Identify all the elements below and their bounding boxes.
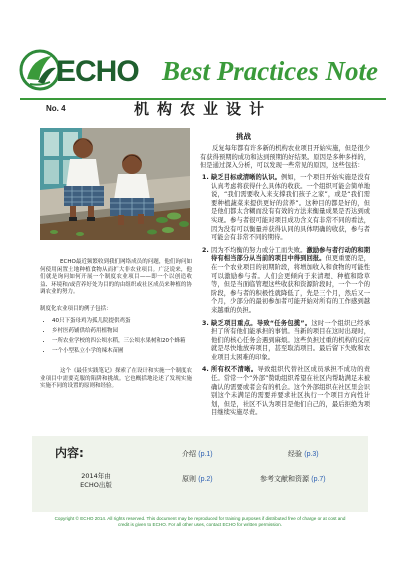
item-body: 但更重要的是，在一个农业项目的初期阶段，将增加收入和食物的可能性可以激励参与者。人们会更倾向于来清理、种植和除草等，但是当面临管理这些收获和资源阶段时，一个一个的阶段，参与者的积极性就降低了，先是三个月，然后又一个月，少部分的最初参加者可能开始对所有的工作感到越来越重的负担。 bbox=[211, 255, 371, 314]
examples-list bbox=[40, 318, 204, 358]
toc-item-references[interactable] bbox=[260, 476, 326, 483]
item-number: 3. bbox=[202, 319, 209, 327]
toc-label: 经验 bbox=[288, 450, 302, 458]
series-title: Best Practices Note bbox=[162, 56, 378, 86]
item-number: 1. bbox=[202, 174, 209, 181]
item-lead: 所有权不清晰。 bbox=[211, 366, 258, 374]
toc-label: 参考文献和资源 bbox=[260, 475, 309, 483]
example-item: • 乡村医药铺供给药用植物园 bbox=[52, 328, 204, 336]
photo-children bbox=[40, 128, 190, 240]
examples-heading: 制度化农业项目的例子包括： bbox=[40, 306, 112, 312]
item-lead: 缺乏项目重点。导致“任务包揽”。 bbox=[211, 319, 312, 327]
issue-number: No. 4 bbox=[46, 104, 66, 113]
toc-item-experience[interactable] bbox=[288, 451, 319, 458]
item-body: 例如，一个项目开始实施是没有认真考虑将获得什么具体的收获。一个组织可能会简单地说，“我们需要收入来支撑我们孩子之家”，或是“我们需要种植蔬菜来提供更好的营养”。这种目的都是好的，但是他们都太含糊而没有有效的方法来衡量成果是否达到或实现。参与者很可能对项目成功含义有非常不同的看法，因为没有可以衡量并获得认同的具体明确的收获，参与者可能会有非常不同的期待。 bbox=[211, 174, 371, 242]
toc-label: 介绍 bbox=[182, 450, 196, 458]
publisher: ECHO出版 bbox=[80, 481, 112, 489]
note-scope-paragraph: 这个《最佳实践笔记》探索了在设计和实施一个制度农业项目中需要克服的陷阱和挑战。它也概括地论述了发现实施实施不同的设置的原则和经验。 bbox=[40, 368, 193, 390]
toc-item-introduction[interactable] bbox=[182, 451, 213, 458]
toc-label: 原则 bbox=[182, 475, 196, 483]
logo-wordmark: ECHO bbox=[56, 55, 139, 88]
copyright-notice: Copyright © ECHO 2014. All rights reserved. This document may be reproduced for training purposes if distributed free of charge or at cost and credit is given to ECHO. For all other uses, contact ECHO for written permission. bbox=[54, 516, 346, 528]
item-body: 导致组织代替社区成员承担不成功的责任。常常一个“外部”赞助组织希望在社区内帮助满足未被确认的需要或者会有的机会。这个外部组织在社区里会识别这个未满足的需要并要求社区执行一个项目方向性计划，但是，社区不认为项目是他们自己的，最后拒绝为项目继续实施尽责。 bbox=[211, 366, 371, 417]
toc-page-link[interactable]: (p.2) bbox=[198, 476, 213, 483]
publication-info bbox=[68, 472, 124, 490]
item-body: 这时一个组织已经承担了所有他们能承担的事情。当新的项目在这时出现时，他们的核心任务会遇到麻烦。这些负担过重的机构的反应就是尽快地放弃项目，甚至取消项目。最后留下失败和农业项目太困难的印象。 bbox=[211, 319, 371, 361]
item-pre: 因为不均衡的努力或分工而失败。 bbox=[211, 246, 307, 254]
challenge-item bbox=[200, 366, 370, 418]
challenge-item bbox=[200, 320, 370, 363]
contents-label: 内容: bbox=[55, 446, 84, 460]
toc-item-principles[interactable] bbox=[182, 476, 213, 483]
challenges-list bbox=[200, 174, 370, 422]
item-number: 2. bbox=[202, 246, 209, 254]
intro-paragraph: ECHO最近频繁收到我们网络成员的问题，他们询问如何使用闲置土地种植食物从而扩大非农业项目。广泛说来，他们就是询问如何开展一个制度农业项目——即一个以创造收益、环境和/或营养好处为目的的由组织或社区成员来种植的协调农业的努力。 bbox=[40, 259, 192, 296]
example-item: • 40只下蛋母鸡为孤儿院提供鸡蛋 bbox=[52, 318, 204, 326]
toc-page-link[interactable]: (p.7) bbox=[311, 476, 326, 483]
toc-page-link[interactable]: (p.3) bbox=[304, 451, 319, 458]
page-title: 机构农业设计 bbox=[134, 100, 273, 118]
challenges-heading: 挑战 bbox=[236, 132, 251, 141]
item-lead: 激励参与者行动的和期待有相当部分从当前的项目中得到回报。 bbox=[211, 246, 371, 263]
item-number: 4. bbox=[202, 366, 209, 374]
item-lead: 缺乏目标或清晰的认识。 bbox=[211, 174, 281, 181]
example-item: • 一个小型私立小学的辣木苗圃 bbox=[52, 348, 204, 356]
example-item: • 一所农业学校的四公顷水稻，三公顷水果树和20个蜂箱 bbox=[52, 338, 204, 346]
publication-year: 2014年由 bbox=[81, 472, 111, 480]
toc-page-link[interactable]: (p.1) bbox=[198, 451, 213, 458]
challenge-item bbox=[200, 247, 370, 316]
challenge-item bbox=[200, 174, 370, 243]
challenges-intro: 反复每年都有许多新的机构农业项目开始实施，但是很少有获得预期的成功和达到预期的好结果。原因是多种多样的，但是通过深入分析，可以发现一些常见的原因，这些包括： bbox=[200, 145, 371, 170]
